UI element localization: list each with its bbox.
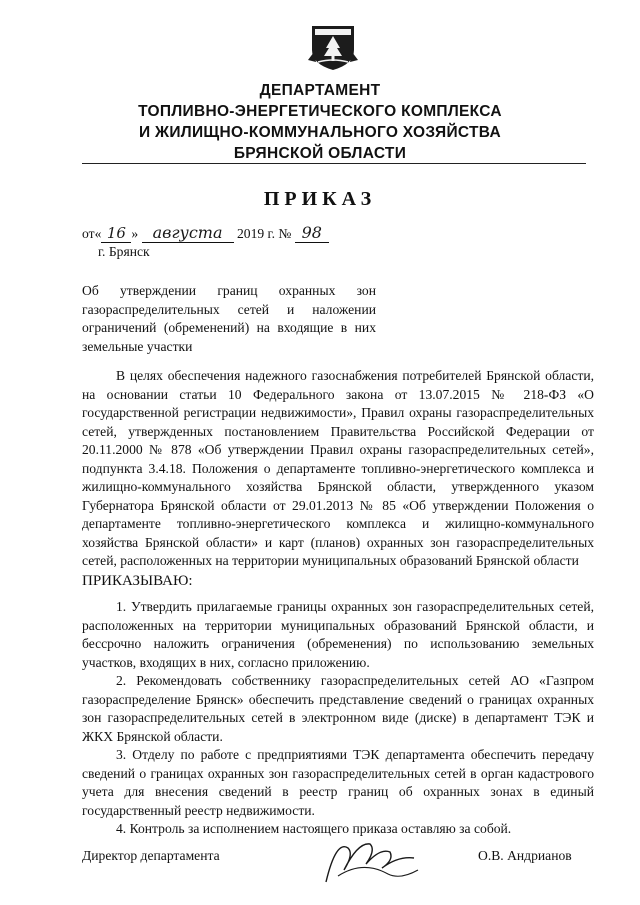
preamble — [82, 367, 594, 571]
signatory-position: Директор департамента — [82, 848, 220, 863]
header-divider — [82, 163, 586, 164]
date-prefix: от — [82, 226, 95, 241]
number-sign: № — [278, 226, 292, 241]
quote-open: « — [94, 226, 102, 241]
document-title: ПРИКАЗ — [263, 188, 377, 210]
preamble-text: В целях обеспечения надежного газоснабжения потребителей Брянской области, на основании статьи 10 Федерального закона от 13.07.2015 № 218-ФЗ «О государственной регистрации недвижимости», Правил охраны газораспределительных сетей, утвержденных постановлением Правительства Российской Федерации от 20.11.2000 № 878 «Об утверждении Правил охраны газораспределительных сетей», подпункта 3.4.18. Положения о департаменте топливно-энергетического комплекса и жилищно-коммунального хозяйства Брянской области, утвержденного указом Губернатора Брянской области от 29.01.2013 № 85 «Об утверждении Положения о департаменте топливно-энергетического комплекса и жилищно-коммунального хозяйства Брянской области» и карт (планов) охранных зон газораспределительных сетей, расположенных на территории муниципальных образований Брянской области — [82, 368, 594, 568]
date-year: 2019 г. — [236, 226, 275, 241]
date-line — [82, 224, 329, 243]
order-item: 4. Контроль за исполнением настоящего приказа оставляю за собой. — [116, 821, 512, 836]
date-month: августа — [142, 224, 234, 243]
header-line-4: БРЯНСКОЙ ОБЛАСТИ — [233, 145, 407, 162]
header-line-1: ДЕПАРТАМЕНТ — [259, 82, 381, 99]
date-day: 16 — [101, 224, 131, 243]
header-line-2: ТОПЛИВНО-ЭНЕРГЕТИЧЕСКОГО КОМПЛЕКСА — [138, 103, 502, 120]
header-line-3: И ЖИЛИЩНО-КОММУНАЛЬНОГО ХОЗЯЙСТВА — [139, 124, 501, 141]
order-item: 3. Отделу по работе с предприятиями ТЭК департамента обеспечить передачу сведений о границах охранных зон газораспределительных сетей в орган кадастрового учета для внесения сведений в реестр границ об охранных зонах в единый государственный реестр недвижимости. — [82, 747, 594, 818]
order-items — [82, 598, 594, 839]
quote-close: » — [131, 226, 139, 241]
place: г. Брянск — [98, 244, 150, 259]
order-item: 1. Утвердить прилагаемые границы охранных зон газораспределительных сетей, расположенных на территории муниципальных образований Брянской области, и бессрочно наложить ограничения (обременения) по использованию земельных участков, входящих в них, согласно приложению. — [82, 599, 594, 670]
order-item: 2. Рекомендовать собственнику газораспределительных сетей АО «Газпром газораспределение Брянск» обеспечить представление сведений о границах охранных зон газораспределительных сетей в электронном виде (диске) в департамент ТЭК и ЖКХ Брянской области. — [82, 673, 594, 744]
handwritten-signature — [318, 830, 428, 890]
signatory-name: О.В. Андрианов — [478, 848, 572, 863]
order-number: 98 — [295, 224, 329, 243]
order-word: ПРИКАЗЫВАЮ: — [82, 573, 193, 589]
order-subject: Об утверждении границ охранных зон газораспределительных сетей и наложении ограничений (обременений) на входящие в них земельные участки — [82, 283, 376, 354]
coat-of-arms-emblem — [306, 22, 360, 72]
